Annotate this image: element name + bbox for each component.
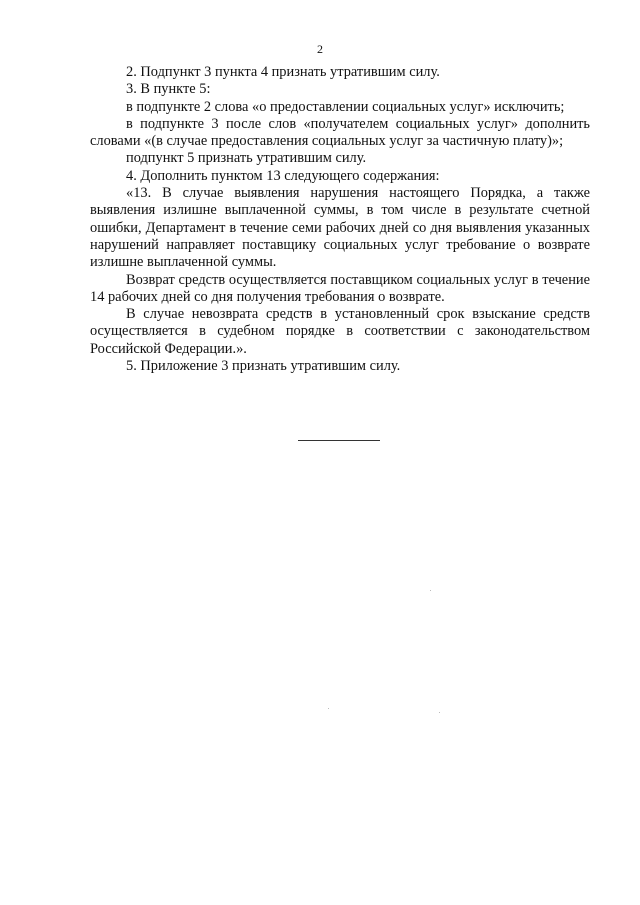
paragraph-item-3: 3. В пункте 5:	[126, 81, 211, 98]
paragraph-item-5: 5. Приложение 3 признать утратившим силу.	[126, 358, 401, 375]
scan-speck	[430, 590, 431, 591]
paragraph-subitem-2: в подпункте 2 слова «о предоставлении социальных услуг» исключить;	[126, 98, 565, 115]
end-of-text-divider	[298, 440, 380, 441]
paragraph-subitem-3: в подпункте 3 после слов «получателем социальных услуг» дополнить словами «(в случае предоставления социальных услуг за частичную плату)»;	[90, 115, 590, 150]
scan-speck	[328, 708, 329, 709]
paragraph-item-2: 2. Подпункт 3 пункта 4 признать утратившим силу.	[126, 64, 440, 80]
paragraph-court-recovery: В случае невозврата средств в установленный срок взыскание средств осуществляется в судебном порядке в соответствии с законодательством Российской Федерации.».	[90, 306, 590, 357]
document-body	[90, 64, 590, 375]
paragraph-item-4: 4. Дополнить пунктом 13 следующего содержания:	[126, 167, 440, 184]
paragraph-refund-term: Возврат средств осуществляется поставщиком социальных услуг в течение 14 рабочих дней со дня получения требования о возврате.	[90, 271, 590, 305]
paragraph-clause-13: «13. В случае выявления нарушения настоящего Порядка, а также выявления излишне выплаченной суммы, в том числе в результате счетной ошибки, Департамент в течение семи рабочих дней со дня выявления указанных нарушений направляет поставщику социальных услуг требование о возврате излишне выплаченной суммы.	[90, 185, 590, 271]
scan-speck	[439, 712, 440, 713]
paragraph-subitem-5: подпункт 5 признать утратившим силу.	[126, 150, 367, 167]
page-number: 2	[317, 42, 323, 56]
